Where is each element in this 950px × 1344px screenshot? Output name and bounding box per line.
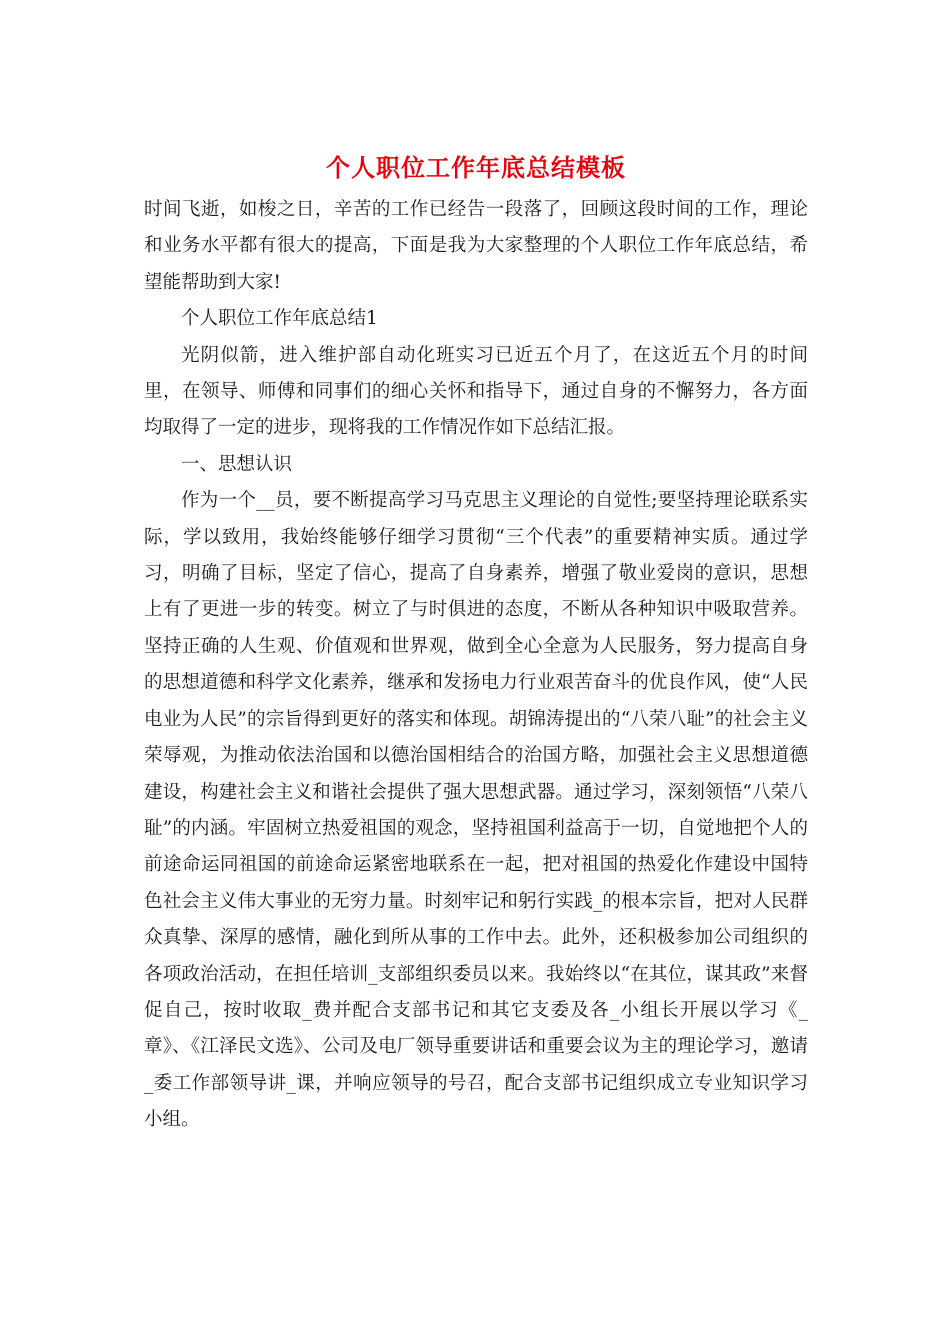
document-page xyxy=(144,148,808,1139)
body-paragraph: 光阴似箭，进入维护部自动化班实习已近五个月了，在这近五个月的时间里，在领导、师傅和同事们的细心关怀和指导下，通过自身的不懈努力，各方面均取得了一定的进步，现将我的工作情况作如下总结汇报。 xyxy=(144,344,808,439)
section-heading: 个人职位工作年底总结1 xyxy=(181,308,378,330)
subsection-heading: 一、思想认识 xyxy=(181,453,293,475)
intro-paragraph: 时间飞逝，如梭之日，辛苦的工作已经告一段落了，回顾这段时间的工作，理论和业务水平都有很大的提高，下面是我为大家整理的个人职位工作年底总结，希望能帮助到大家! xyxy=(144,199,808,293)
body-paragraph: 作为一个__员，要不断提高学习马克思主义理论的自觉性;要坚持理论联系实际，学以致用，我始终能够仔细学习贯彻“三个代表”的重要精神实质。通过学习，明确了目标，坚定了信心，提高了自身素养，增强了敬业爱岗的意识，思想上有了更进一步的转变。树立了与时俱进的态度，不断从各种知识中吸取营养。坚持正确的人生观、价值观和世界观，做到全心全意为人民服务，努力提高自身的思想道德和科学文化素养，继承和发扬电力行业艰苦奋斗的优良作风，使“人民电业为人民”的宗旨得到更好的落实和体现。胡锦涛提出的“八荣八耻”的社会主义荣辱观，为推动依法治国和以德治国相结合的治国方略，加强社会主义思想道德建设，构建社会主义和谐社会提供了强大思想武器。通过学习，深刻领悟“八荣八耻”的内涵。牢固树立热爱祖国的观念，坚持祖国利益高于一切，自觉地把个人的前途命运同祖国的前途命运紧密地联系在一起，把对祖国的热爱化作建设中国特色社会主义伟大事业的无穷力量。时刻牢记和躬行实践_的根本宗旨，把对人民群众真挚、深厚的感情，融化到所从事的工作中去。此外，还积极参加公司组织的各项政治活动，在担任培训_支部组织委员以来。我始终以“在其位，谋其政”来督促自己，按时收取_费并配合支部书记和其它支委及各_小组长开展以学习《_章》、《江泽民文选》、公司及电厂领导重要讲话和重要会议为主的理论学习，邀请_委工作部领导讲_课，并响应领导的号召，配合支部书记组织成立专业知识学习小组。 xyxy=(144,490,808,1131)
document-title: 个人职位工作年底总结模板 xyxy=(326,153,626,182)
